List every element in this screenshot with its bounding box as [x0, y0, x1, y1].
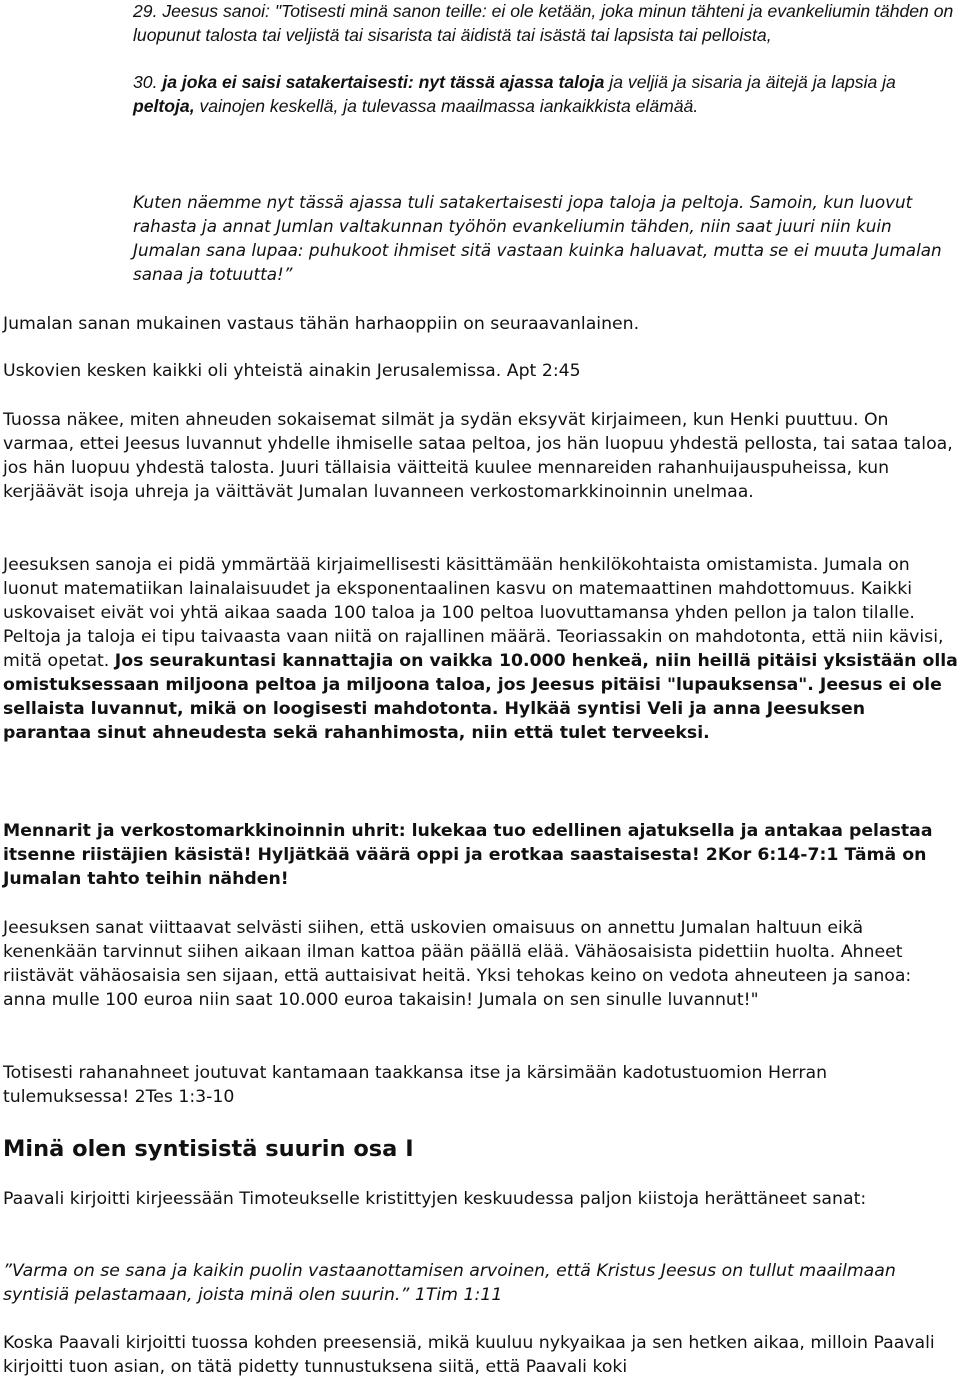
paragraph-acts-reference: Uskovien kesken kaikki oli yhteistä ainakin Jerusalemissa. Apt 2:45 [3, 361, 581, 381]
paragraph-answer-intro: Jumalan sanan mukainen vastaus tähän harhaoppiin on seuraavanlainen. [3, 314, 640, 334]
paragraph-paul-letter: Paavali kirjoitti kirjeessään Timoteukselle kristittyjen keskuudessa paljon kiistoja herättäneet sanat: [3, 1189, 867, 1209]
paragraph-jesus-words: Jeesuksen sanat viittaavat selvästi siihen, että uskovien omaisuus on annettu Jumalan haltuun eikä kenenkään tarvinnut siihen aikaan ilman kattoa pään päällä elää. Vähäosaisista pidettiin huolta. Ahneet riistävät vähäosaisia sen sijaan, että auttaisivat heitä. Yksi tehokas keino on vedota ahneuteen ja sanoa: anna mulle 100 euroa niin saat 10.000 euroa takaisin! Jumala on sen sinulle luvannut!" [3, 918, 912, 1010]
paragraph-timothy-quote: ”Varma on se sana ja kaikin puolin vastaanottamisen arvoinen, että Kristus Jeesus on tullut maailmaan syntisiä pelastamaan, joista minä olen suurin.” 1Tim 1:11 [3, 1261, 896, 1305]
paragraph-literal-interpretation [3, 553, 958, 745]
verse-30-text-2: ja veljiä ja sisaria ja äitejä ja lapsia ja [604, 72, 896, 92]
paragraph-present-tense: Koska Paavali kirjoitti tuossa kohden preesensiä, mikä kuuluu nykyaikaa ja sen hetken aikaa, milloin Paavali kirjoitti tuon asian, on tätä pidetty tunnustuksena siitä, että Paavali koki [3, 1333, 935, 1377]
verse-30-bold-2: peltoja, [133, 96, 195, 116]
paragraph-greed-blindness: Tuossa näkee, miten ahneuden sokaisemat silmät ja sydän eksyvät kirjaimeen, kun Henki puuttuu. On varmaa, ettei Jeesus luvannut yhdelle ihmiselle sataa peltoa, jos hän luopuu yhdestä pellosta, tai sataa taloa, jos hän luopuu yhdestä talosta. Juuri tällaisia väitteitä kuulee mennareiden rahanhuijauspuheissa, kun kerjäävät isoja uhreja ja väittävät Jumalan luvanneen verkostomarkkinoinnin unelmaa. [3, 410, 953, 502]
literal-interpretation-text: Jeesuksen sanoja ei pidä ymmärtää kirjaimellisesti käsittämään henkilökohtaista omistamista. Jumala on luonut matematiikan lainalaisuudet ja eksponentaalinen kasvu on matemaattinen mahdottomuus. Kaikki uskovaiset eivät voi yhtä aikaa saada 100 taloa ja 100 peltoa luovuttamansa yhden pellon ja talon tilalle. Peltoja ja taloja ei tipu taivaasta vaan niitä on rajallinen määrä. Teoriassakin on mahdotonta, että niin kävisi, mitä opetat. [3, 555, 944, 671]
section-heading: Minä olen syntisistä suurin osa I [3, 1136, 414, 1162]
verse-30-number: 30. [133, 72, 163, 92]
verse-30-text-3: vainojen keskellä, ja tulevassa maailmassa iankaikkista elämää. [194, 96, 699, 116]
bible-quote-verse-29: 29. Jeesus sanoi: "Totisesti minä sanon teille: ei ole ketään, joka minun tähteni ja evankeliumin tähden on luopunut talosta tai veljistä tai sisarista tai äidistä tai isästä tai lapsista tai pelloista, [133, 1, 954, 45]
paragraph-warning-bold: Mennarit ja verkostomarkkinoinnin uhrit: lukekaa tuo edellinen ajatuksella ja antakaa pelastaa itsenne riistäjien käsistä! Hyljätkää väärä oppi ja erotkaa saastaisesta! 2Kor 6:14-7:1 Tämä on Jumalan tahto teihin nähden! [3, 821, 933, 889]
literal-interpretation-bold: Jos seurakuntasi kannattajia on vaikka 10.000 henkeä, niin heillä pitäisi yksistään olla omistuksessaan miljoona peltoa ja miljoona taloa, jos Jeesus pitäisi "lupauksensa". Jeesus ei ole sellaista luvannut, mikä on loogisesti mahdotonta. Hylkää syntisi Veli ja anna Jeesuksen parantaa sinut ahneudesta sekä rahanhimosta, niin että tulet terveeksi. [3, 651, 958, 743]
verse-30-bold-1: ja joka ei saisi satakertaisesti: nyt tässä ajassa taloja [162, 72, 605, 92]
paragraph-judgment: Totisesti rahanahneet joutuvat kantamaan taakkansa itse ja kärsimään kadotustuomion Herran tulemuksessa! 2Tes 1:3-10 [3, 1063, 828, 1107]
commentary-quote: Kuten näemme nyt tässä ajassa tuli satakertaisesti jopa taloja ja peltoja. Samoin, kun luovut rahasta ja annat Jumlan valtakunnan työhön evankeliumin tähden, niin saat juuri niin kuin Jumalan sana lupaa: puhukoot ihmiset sitä vastaan kuinka haluavat, mutta se ei muuta Jumalan sanaa ja totuutta!” [133, 192, 942, 284]
bible-quote-verse-30 [133, 70, 959, 118]
